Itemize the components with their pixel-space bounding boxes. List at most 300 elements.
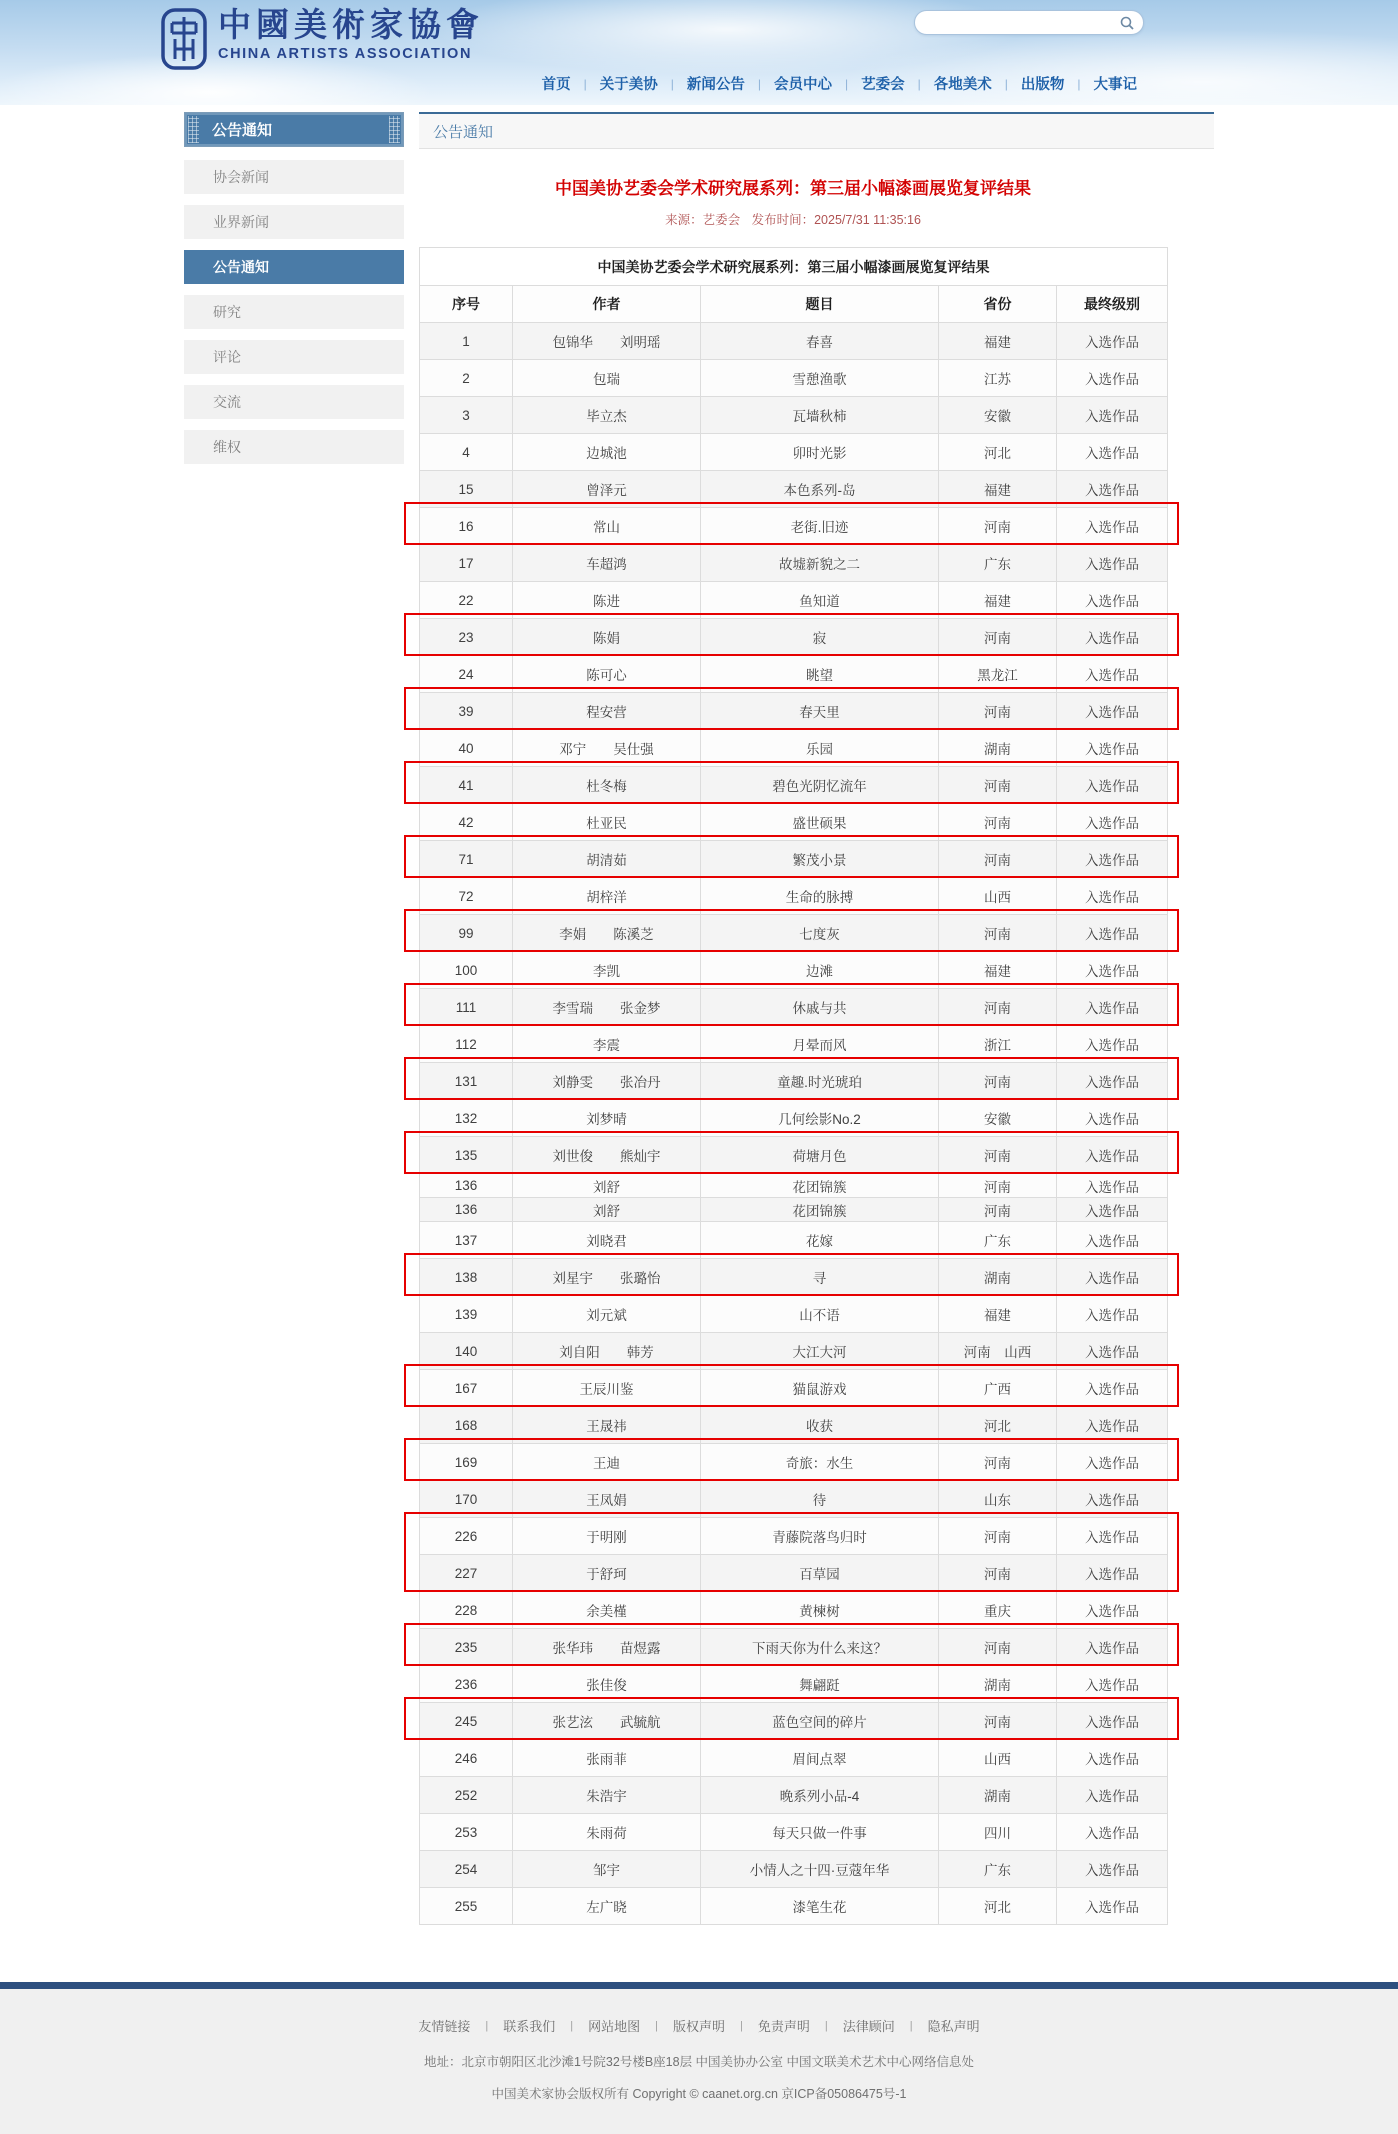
table-cell: 河南	[939, 767, 1057, 804]
table-row	[420, 952, 1168, 989]
table-cell: 112	[420, 1026, 513, 1063]
table-cell: 福建	[939, 582, 1057, 619]
table-row	[420, 656, 1168, 693]
footer-divider-bar	[0, 1982, 1398, 1989]
table-cell: 入选作品	[1057, 1063, 1168, 1100]
footer-link[interactable]: 隐私声明	[927, 2019, 980, 2035]
table-cell: 春喜	[701, 323, 939, 360]
table-cell: 春天里	[701, 693, 939, 730]
table-cell: 湖南	[939, 730, 1057, 767]
table-cell: 毕立杰	[513, 397, 701, 434]
table-cell: 132	[420, 1100, 513, 1137]
table-cell: 张佳俊	[513, 1666, 701, 1703]
table-cell: 寻	[701, 1259, 939, 1296]
footer-link[interactable]: 网站地图	[588, 2019, 641, 2035]
table-cell: 于明刚	[513, 1518, 701, 1555]
table-cell: 入选作品	[1057, 1222, 1168, 1259]
footer-copyright: 中国美术家协会版权所有 Copyright © caanet.org.cn 京ICP备05086475号-1	[491, 2087, 907, 2102]
table-row	[420, 1629, 1168, 1666]
results-table	[419, 247, 1168, 1925]
nav-separator: |	[757, 76, 761, 91]
table-cell: 几何绘影No.2	[701, 1100, 939, 1137]
table-cell: 17	[420, 545, 513, 582]
table-cell: 入选作品	[1057, 767, 1168, 804]
table-cell: 卯时光影	[701, 434, 939, 471]
table-cell: 王晟祎	[513, 1407, 701, 1444]
nav-item[interactable]: 新闻公告	[686, 77, 745, 93]
table-cell: 余美槿	[513, 1592, 701, 1629]
table-cell: 碧色光阴忆流年	[701, 767, 939, 804]
table-row	[420, 841, 1168, 878]
table-cell: 227	[420, 1555, 513, 1592]
table-cell: 河南	[939, 1063, 1057, 1100]
table-cell: 福建	[939, 323, 1057, 360]
table-cell: 王辰川鉴	[513, 1370, 701, 1407]
footer-separator: |	[740, 2019, 743, 2032]
table-caption: 中国美协艺委会学术研究展系列：第三届小幅漆画展览复评结果	[420, 248, 1168, 286]
table-cell: 刘梦晴	[513, 1100, 701, 1137]
table-cell: 入选作品	[1057, 1198, 1168, 1222]
table-cell: 黑龙江	[939, 656, 1057, 693]
footer-separator: |	[570, 2019, 574, 2032]
table-cell: 张雨菲	[513, 1740, 701, 1777]
table-cell: 车超鸿	[513, 545, 701, 582]
table-row	[420, 434, 1168, 471]
nav-separator: |	[845, 76, 849, 91]
table-cell: 舞翩跹	[701, 1666, 939, 1703]
sidebar-title-label: 公告通知	[212, 122, 273, 139]
table-cell: 河北	[939, 1407, 1057, 1444]
sidebar-item[interactable]: 业界新闻	[184, 205, 404, 239]
table-cell: 左广晓	[513, 1888, 701, 1925]
table-cell: 253	[420, 1814, 513, 1851]
table-cell: 入选作品	[1057, 1740, 1168, 1777]
table-cell: 226	[420, 1518, 513, 1555]
table-cell: 猫鼠游戏	[701, 1370, 939, 1407]
table-cell: 李凯	[513, 952, 701, 989]
table-cell: 李雪瑞 张金梦	[513, 989, 701, 1026]
table-cell: 入选作品	[1057, 693, 1168, 730]
table-cell: 河南	[939, 1629, 1057, 1666]
sidebar-menu	[184, 160, 404, 464]
table-row	[420, 1740, 1168, 1777]
table-cell: 入选作品	[1057, 1481, 1168, 1518]
table-cell: 河南	[939, 989, 1057, 1026]
table-cell: 雪憩渔歌	[701, 360, 939, 397]
search-input[interactable]	[924, 15, 1120, 31]
table-cell: 晚系列小品-4	[701, 1777, 939, 1814]
table-cell: 入选作品	[1057, 360, 1168, 397]
table-cell: 常山	[513, 508, 701, 545]
site-logo[interactable]	[160, 7, 484, 76]
table-cell: 小情人之十四·豆蔻年华	[701, 1851, 939, 1888]
logo-english-title: CHINA ARTISTS ASSOCIATION	[218, 46, 473, 63]
table-cell: 边城池	[513, 434, 701, 471]
caa-seal-icon	[160, 7, 208, 76]
footer-link[interactable]: 友情链接	[418, 2019, 471, 2035]
table-cell: 河南	[939, 508, 1057, 545]
table-cell: 待	[701, 1481, 939, 1518]
table-cell: 入选作品	[1057, 878, 1168, 915]
table-cell: 15	[420, 471, 513, 508]
table-cell: 胡梓洋	[513, 878, 701, 915]
table-header-row	[420, 286, 1168, 323]
table-cell: 131	[420, 1063, 513, 1100]
table-cell: 入选作品	[1057, 1777, 1168, 1814]
table-cell: 42	[420, 804, 513, 841]
table-cell: 99	[420, 915, 513, 952]
table-cell: 本色系列-岛	[701, 471, 939, 508]
table-cell: 广西	[939, 1370, 1057, 1407]
table-cell: 100	[420, 952, 513, 989]
table-cell: 陈娟	[513, 619, 701, 656]
table-cell: 于舒珂	[513, 1555, 701, 1592]
table-cell: 生命的脉搏	[701, 878, 939, 915]
nav-item[interactable]: 艺委会	[861, 77, 905, 93]
table-cell: 广东	[939, 545, 1057, 582]
table-cell: 李震	[513, 1026, 701, 1063]
table-cell: 河南	[939, 619, 1057, 656]
table-cell: 青藤院落鸟归时	[701, 1518, 939, 1555]
table-cell: 入选作品	[1057, 952, 1168, 989]
table-cell: 入选作品	[1057, 471, 1168, 508]
table-row	[420, 545, 1168, 582]
table-cell: 入选作品	[1057, 1259, 1168, 1296]
table-cell: 246	[420, 1740, 513, 1777]
table-cell: 168	[420, 1407, 513, 1444]
table-cell: 入选作品	[1057, 1851, 1168, 1888]
table-cell: 曾泽元	[513, 471, 701, 508]
search-box[interactable]	[914, 10, 1144, 35]
table-row	[420, 323, 1168, 360]
table-row	[420, 397, 1168, 434]
article-source: 来源：艺委会	[665, 213, 741, 228]
table-cell: 140	[420, 1333, 513, 1370]
table-cell: 河南	[939, 1555, 1057, 1592]
table-cell: 杜亚民	[513, 804, 701, 841]
table-cell: 入选作品	[1057, 804, 1168, 841]
table-cell: 广东	[939, 1222, 1057, 1259]
table-cell: 河南	[939, 841, 1057, 878]
column-header: 省份	[939, 286, 1057, 323]
table-cell: 入选作品	[1057, 1814, 1168, 1851]
table-cell: 刘静雯 张冶丹	[513, 1063, 701, 1100]
table-row	[420, 1174, 1168, 1198]
table-cell: 湖南	[939, 1666, 1057, 1703]
table-cell: 入选作品	[1057, 545, 1168, 582]
table-row	[420, 1026, 1168, 1063]
table-cell: 重庆	[939, 1592, 1057, 1629]
sidebar-item[interactable]: 评论	[184, 340, 404, 374]
footer-link[interactable]: 法律顾问	[842, 2019, 895, 2035]
table-row	[420, 1100, 1168, 1137]
table-row	[420, 1703, 1168, 1740]
table-cell: 入选作品	[1057, 434, 1168, 471]
sidebar-item[interactable]: 协会新闻	[184, 160, 404, 194]
table-row	[420, 1444, 1168, 1481]
table-row	[420, 1592, 1168, 1629]
table-cell: 福建	[939, 952, 1057, 989]
table-row	[420, 915, 1168, 952]
table-cell: 李娟 陈溪芝	[513, 915, 701, 952]
table-cell: 24	[420, 656, 513, 693]
column-header: 序号	[420, 286, 513, 323]
table-row	[420, 1666, 1168, 1703]
table-cell: 休戚与共	[701, 989, 939, 1026]
table-cell: 入选作品	[1057, 397, 1168, 434]
nav-item[interactable]: 各地美术	[933, 77, 992, 93]
nav-item[interactable]: 关于美协	[599, 77, 658, 93]
footer-link[interactable]: 联系我们	[503, 2019, 556, 2035]
column-header: 最终级别	[1057, 286, 1168, 323]
table-row	[420, 1481, 1168, 1518]
table-cell: 老街.旧迹	[701, 508, 939, 545]
search-icon[interactable]	[1120, 16, 1134, 30]
sidebar-item[interactable]: 交流	[184, 385, 404, 419]
results-table-body	[420, 248, 1168, 1925]
table-cell: 花团锦簇	[701, 1174, 939, 1198]
site-header	[0, 0, 1398, 105]
table-cell: 朱雨荷	[513, 1814, 701, 1851]
table-cell: 刘舒	[513, 1198, 701, 1222]
table-cell: 16	[420, 508, 513, 545]
table-cell: 湖南	[939, 1777, 1057, 1814]
site-footer	[0, 1989, 1398, 2134]
table-row	[420, 1296, 1168, 1333]
table-cell: 花团锦簇	[701, 1198, 939, 1222]
nav-item[interactable]: 出版物	[1020, 77, 1065, 93]
table-cell: 刘自阳 韩芳	[513, 1333, 701, 1370]
table-cell: 2	[420, 360, 513, 397]
table-cell: 故墟新貌之二	[701, 545, 939, 582]
sidebar-item[interactable]: 维权	[184, 430, 404, 464]
nav-separator: |	[583, 76, 587, 91]
table-cell: 荷塘月色	[701, 1137, 939, 1174]
table-cell: 朱浩宇	[513, 1777, 701, 1814]
table-cell: 盛世硕果	[701, 804, 939, 841]
table-cell: 入选作品	[1057, 1629, 1168, 1666]
table-cell: 安徽	[939, 1100, 1057, 1137]
table-cell: 入选作品	[1057, 1703, 1168, 1740]
table-cell: 236	[420, 1666, 513, 1703]
table-cell: 入选作品	[1057, 1333, 1168, 1370]
table-cell: 刘晓君	[513, 1222, 701, 1259]
table-cell: 繁茂小景	[701, 841, 939, 878]
table-cell: 刘元斌	[513, 1296, 701, 1333]
article-title: 中国美协艺委会学术研究展系列：第三届小幅漆画展览复评结果	[555, 179, 1031, 198]
table-row	[420, 508, 1168, 545]
table-cell: 入选作品	[1057, 1555, 1168, 1592]
table-cell: 刘世俊 熊灿宇	[513, 1137, 701, 1174]
sidebar-item[interactable]: 公告通知	[184, 250, 404, 284]
table-cell: 228	[420, 1592, 513, 1629]
footer-link[interactable]: 版权声明	[672, 2019, 725, 2035]
table-cell: 漆笔生花	[701, 1888, 939, 1925]
table-cell: 254	[420, 1851, 513, 1888]
nav-separator: |	[917, 76, 921, 91]
nav-item[interactable]: 大事记	[1093, 77, 1137, 93]
table-cell: 山西	[939, 878, 1057, 915]
nav-item[interactable]: 首页	[541, 77, 571, 93]
table-cell: 花嫁	[701, 1222, 939, 1259]
table-cell: 黄楝树	[701, 1592, 939, 1629]
table-cell: 入选作品	[1057, 1518, 1168, 1555]
table-cell: 安徽	[939, 397, 1057, 434]
table-row	[420, 1370, 1168, 1407]
table-cell: 杜冬梅	[513, 767, 701, 804]
table-cell: 胡清茹	[513, 841, 701, 878]
table-cell: 湖南	[939, 1259, 1057, 1296]
main-nav	[529, 73, 1150, 94]
table-cell: 23	[420, 619, 513, 656]
table-cell: 入选作品	[1057, 1592, 1168, 1629]
table-row	[420, 767, 1168, 804]
table-cell: 71	[420, 841, 513, 878]
table-cell: 入选作品	[1057, 1444, 1168, 1481]
main-content	[419, 112, 1214, 1925]
nav-separator: |	[670, 76, 674, 91]
table-row	[420, 1222, 1168, 1259]
table-cell: 入选作品	[1057, 841, 1168, 878]
table-cell: 四川	[939, 1814, 1057, 1851]
table-cell: 河南	[939, 1137, 1057, 1174]
table-cell: 浙江	[939, 1026, 1057, 1063]
table-cell: 包瑞	[513, 360, 701, 397]
table-cell: 河北	[939, 1888, 1057, 1925]
table-row	[420, 1407, 1168, 1444]
table-row	[420, 1518, 1168, 1555]
table-cell: 入选作品	[1057, 656, 1168, 693]
table-cell: 入选作品	[1057, 1888, 1168, 1925]
table-cell: 入选作品	[1057, 1174, 1168, 1198]
table-cell: 奇旅：水生	[701, 1444, 939, 1481]
table-cell: 山西	[939, 1740, 1057, 1777]
table-cell: 福建	[939, 471, 1057, 508]
table-cell: 张艺泫 武毓航	[513, 1703, 701, 1740]
table-cell: 邹宇	[513, 1851, 701, 1888]
footer-links	[0, 2016, 1398, 2035]
table-cell: 河南	[939, 1444, 1057, 1481]
table-cell: 入选作品	[1057, 1137, 1168, 1174]
sidebar-title	[184, 112, 404, 147]
table-cell: 河南	[939, 1518, 1057, 1555]
footer-separator: |	[824, 2019, 828, 2032]
table-cell: 大江大河	[701, 1333, 939, 1370]
table-cell: 72	[420, 878, 513, 915]
table-cell: 眉间点翠	[701, 1740, 939, 1777]
article-meta	[419, 210, 1167, 228]
table-cell: 王迪	[513, 1444, 701, 1481]
table-row	[420, 1814, 1168, 1851]
table-cell: 寂	[701, 619, 939, 656]
table-cell: 入选作品	[1057, 915, 1168, 952]
table-cell: 七度灰	[701, 915, 939, 952]
table-cell: 童趣.时光琥珀	[701, 1063, 939, 1100]
table-cell: 陈可心	[513, 656, 701, 693]
table-cell: 235	[420, 1629, 513, 1666]
column-header: 题目	[701, 286, 939, 323]
table-row	[420, 804, 1168, 841]
table-cell: 22	[420, 582, 513, 619]
table-row	[420, 730, 1168, 767]
table-cell: 程安营	[513, 693, 701, 730]
table-cell: 136	[420, 1174, 513, 1198]
table-row	[420, 1555, 1168, 1592]
breadcrumb-bar	[419, 112, 1214, 149]
table-cell: 刘舒	[513, 1174, 701, 1198]
table-cell: 252	[420, 1777, 513, 1814]
table-cell: 139	[420, 1296, 513, 1333]
table-row	[420, 1259, 1168, 1296]
table-cell: 河北	[939, 434, 1057, 471]
footer-separator: |	[485, 2019, 489, 2032]
nav-item[interactable]: 会员中心	[774, 77, 832, 93]
table-cell: 邓宁 吴仕强	[513, 730, 701, 767]
table-row	[420, 693, 1168, 730]
table-cell: 包锦华 刘明瑶	[513, 323, 701, 360]
footer-link[interactable]: 免责声明	[757, 2019, 810, 2035]
table-row	[420, 1063, 1168, 1100]
table-cell: 136	[420, 1198, 513, 1222]
table-cell: 入选作品	[1057, 1100, 1168, 1137]
table-cell: 入选作品	[1057, 1026, 1168, 1063]
table-row	[420, 1851, 1168, 1888]
table-cell: 江苏	[939, 360, 1057, 397]
sidebar	[184, 112, 404, 475]
table-cell: 入选作品	[1057, 730, 1168, 767]
table-cell: 百草园	[701, 1555, 939, 1592]
table-cell: 刘星宇 张璐怡	[513, 1259, 701, 1296]
article-publish-time: 发布时间：2025/7/31 11:35:16	[751, 213, 921, 228]
table-cell: 河南	[939, 804, 1057, 841]
table-cell: 河南	[939, 1703, 1057, 1740]
table-cell: 入选作品	[1057, 323, 1168, 360]
table-row	[420, 360, 1168, 397]
footer-separator: |	[655, 2019, 658, 2032]
table-cell: 入选作品	[1057, 619, 1168, 656]
table-cell: 入选作品	[1057, 508, 1168, 545]
sidebar-item[interactable]: 研究	[184, 295, 404, 329]
table-cell: 167	[420, 1370, 513, 1407]
nav-separator: |	[1004, 76, 1008, 91]
table-container	[419, 247, 1167, 1925]
table-cell: 1	[420, 323, 513, 360]
table-row	[420, 1137, 1168, 1174]
table-cell: 鱼知道	[701, 582, 939, 619]
table-cell: 39	[420, 693, 513, 730]
table-cell: 245	[420, 1703, 513, 1740]
table-cell: 张华玮 苗煜露	[513, 1629, 701, 1666]
table-cell: 瓦墙秋柿	[701, 397, 939, 434]
table-cell: 135	[420, 1137, 513, 1174]
table-cell: 河南	[939, 915, 1057, 952]
table-cell: 福建	[939, 1296, 1057, 1333]
table-cell: 蓝色空间的碎片	[701, 1703, 939, 1740]
table-cell: 河南	[939, 693, 1057, 730]
table-cell: 河南 山西	[939, 1333, 1057, 1370]
table-cell: 入选作品	[1057, 582, 1168, 619]
table-cell: 下雨天你为什么来这？	[701, 1629, 939, 1666]
breadcrumb: 公告通知	[433, 123, 494, 141]
table-row	[420, 1333, 1168, 1370]
table-cell: 41	[420, 767, 513, 804]
table-cell: 入选作品	[1057, 1370, 1168, 1407]
table-cell: 广东	[939, 1851, 1057, 1888]
table-cell: 月晕而风	[701, 1026, 939, 1063]
table-cell: 收获	[701, 1407, 939, 1444]
logo-chinese-title: 中國美術家協會	[218, 5, 484, 44]
table-cell: 河南	[939, 1174, 1057, 1198]
